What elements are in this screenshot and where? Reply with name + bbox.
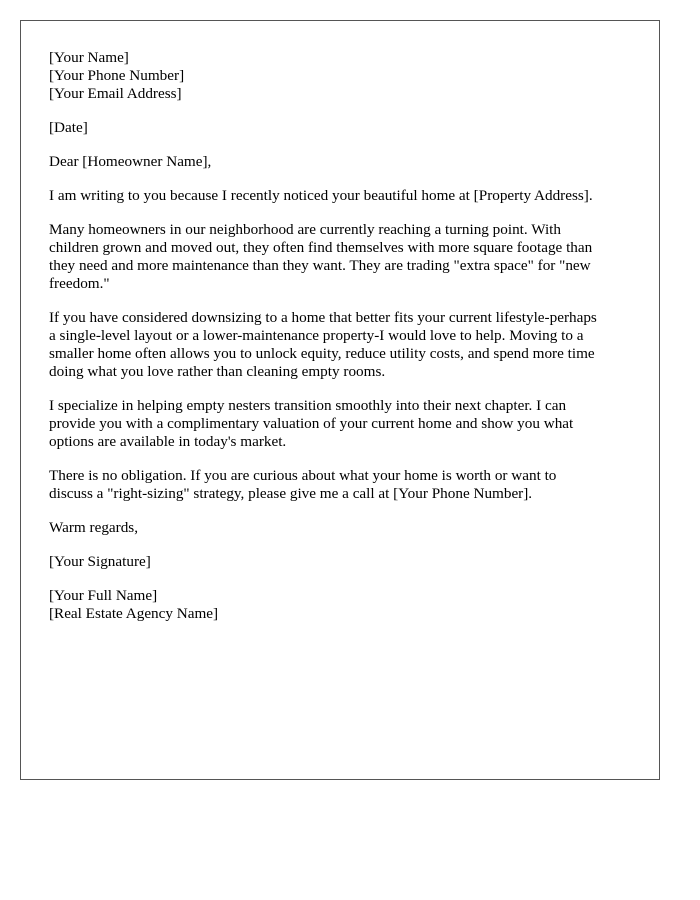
paragraph-line: If you have considered downsizing to a home that better fits your current lifestyle-perhaps — [49, 309, 597, 326]
paragraph-line: options are available in today's market. — [49, 433, 287, 450]
paragraph-line: There is no obligation. If you are curious about what your home is worth or want to — [49, 467, 557, 484]
paragraph-line: doing what you love rather than cleaning empty rooms. — [49, 363, 386, 380]
signature-block — [49, 553, 633, 571]
paragraph-line: I am writing to you because I recently noticed your beautiful home at [Property Address]. — [49, 187, 593, 204]
paragraph-line: smaller home often allows you to unlock equity, reduce utility costs, and spend more time — [49, 345, 595, 362]
paragraph-line: Many homeowners in our neighborhood are currently reaching a turning point. With — [49, 221, 561, 238]
letter-date: [Date] — [49, 119, 88, 136]
paragraph-line: I specialize in helping empty nesters transition smoothly into their next chapter. I can — [49, 397, 567, 414]
closing-block — [49, 519, 633, 537]
paragraph-line: provide you with a complimentary valuation of your current home and show you what — [49, 415, 574, 432]
paragraph-1 — [49, 187, 633, 205]
paragraph-line: they need and more maintenance than they want. They are trading "extra space" for "new — [49, 257, 591, 274]
paragraph-5 — [49, 467, 633, 503]
paragraph-line: a single-level layout or a lower-maintenance property-I would love to help. Moving to a — [49, 327, 584, 344]
full-name: [Your Full Name] — [49, 587, 158, 604]
paragraph-4 — [49, 397, 633, 451]
sender-phone: [Your Phone Number] — [49, 67, 185, 84]
letter-page — [20, 20, 660, 780]
signature: [Your Signature] — [49, 553, 151, 570]
paragraph-line: discuss a "right-sizing" strategy, please give me a call at [Your Phone Number]. — [49, 485, 533, 502]
salutation-block — [49, 153, 633, 171]
paragraph-2 — [49, 221, 633, 293]
letter-body — [49, 49, 633, 639]
salutation: Dear [Homeowner Name], — [49, 153, 212, 170]
name-agency-block — [49, 587, 633, 623]
sender-block — [49, 49, 633, 103]
sender-name: [Your Name] — [49, 49, 129, 66]
paragraph-line: freedom." — [49, 275, 110, 292]
paragraph-line: children grown and moved out, they often find themselves with more square footage than — [49, 239, 593, 256]
agency-name: [Real Estate Agency Name] — [49, 605, 219, 622]
paragraph-3 — [49, 309, 633, 381]
date-block — [49, 119, 633, 137]
closing: Warm regards, — [49, 519, 139, 536]
sender-email: [Your Email Address] — [49, 85, 182, 102]
